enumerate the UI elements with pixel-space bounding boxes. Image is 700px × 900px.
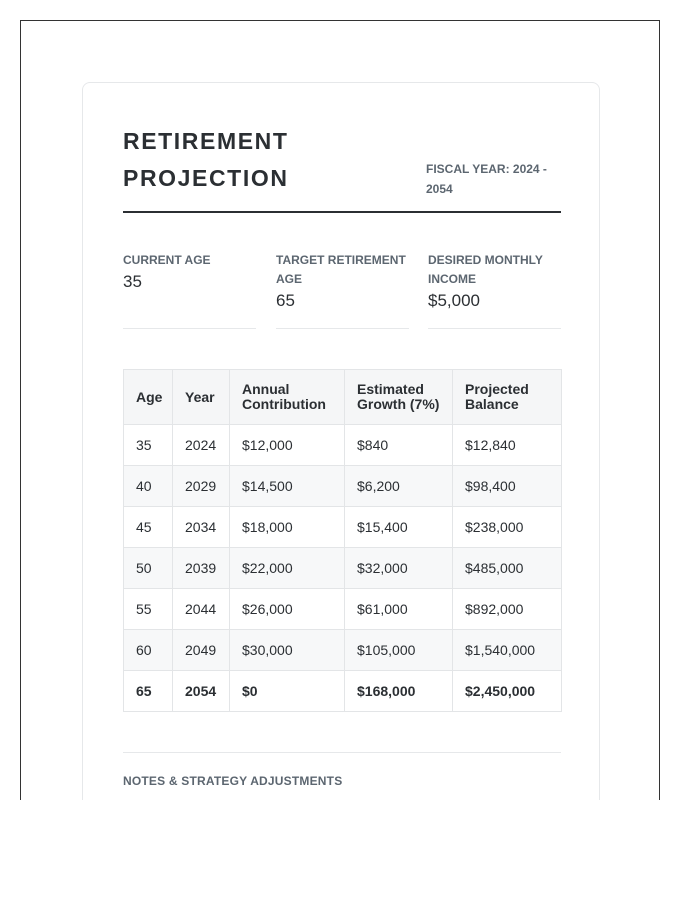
table-header-row bbox=[124, 370, 562, 425]
field-label: DESIRED MONTHLY INCOME bbox=[428, 253, 543, 286]
current-age-value[interactable]: 35 bbox=[123, 272, 142, 291]
table-row-final bbox=[124, 671, 562, 712]
cell-estimated-growth: $6,200 bbox=[345, 466, 453, 507]
notes-section bbox=[123, 752, 561, 800]
cell-projected-balance: $1,540,000 bbox=[453, 630, 562, 671]
cell-year: 2029 bbox=[173, 466, 230, 507]
cell-age: 65 bbox=[124, 671, 173, 712]
input-fields bbox=[123, 251, 561, 331]
notes-title: NOTES & STRATEGY ADJUSTMENTS bbox=[123, 774, 343, 788]
table-row bbox=[124, 507, 562, 548]
cell-estimated-growth: $840 bbox=[345, 425, 453, 466]
field-label: TARGET RETIREMENT AGE bbox=[276, 253, 406, 286]
cell-age: 60 bbox=[124, 630, 173, 671]
cell-age: 55 bbox=[124, 589, 173, 630]
fiscal-year-label: FISCAL YEAR: 2024 - 2054 bbox=[426, 162, 547, 196]
cell-age: 45 bbox=[124, 507, 173, 548]
cell-year: 2034 bbox=[173, 507, 230, 548]
field-label: CURRENT AGE bbox=[123, 253, 211, 267]
cell-year: 2054 bbox=[173, 671, 230, 712]
cell-estimated-growth: $15,400 bbox=[345, 507, 453, 548]
table-row bbox=[124, 589, 562, 630]
projection-table bbox=[123, 369, 562, 712]
table-row bbox=[124, 425, 562, 466]
document-title: RETIREMENT PROJECTION bbox=[123, 128, 289, 191]
table-row bbox=[124, 630, 562, 671]
cell-age: 35 bbox=[124, 425, 173, 466]
cell-projected-balance: $892,000 bbox=[453, 589, 562, 630]
cell-estimated-growth: $105,000 bbox=[345, 630, 453, 671]
projection-table-wrap bbox=[123, 369, 561, 712]
table-row bbox=[124, 548, 562, 589]
cell-projected-balance: $485,000 bbox=[453, 548, 562, 589]
cell-year: 2039 bbox=[173, 548, 230, 589]
cell-year: 2049 bbox=[173, 630, 230, 671]
column-header-year: Year bbox=[173, 370, 230, 425]
cell-annual-contribution: $12,000 bbox=[230, 425, 345, 466]
cell-projected-balance: $2,450,000 bbox=[453, 671, 562, 712]
cell-annual-contribution: $22,000 bbox=[230, 548, 345, 589]
target-retirement-age-value[interactable]: 65 bbox=[276, 291, 295, 310]
table-row bbox=[124, 466, 562, 507]
page-frame bbox=[20, 20, 660, 800]
cell-year: 2024 bbox=[173, 425, 230, 466]
desired-monthly-income-value[interactable]: $5,000 bbox=[428, 291, 480, 310]
cell-annual-contribution: $0 bbox=[230, 671, 345, 712]
column-header-annual-contribution: Annual Contribution bbox=[230, 370, 345, 425]
desired-monthly-income-field[interactable] bbox=[428, 251, 561, 329]
cell-year: 2044 bbox=[173, 589, 230, 630]
cell-estimated-growth: $32,000 bbox=[345, 548, 453, 589]
column-header-projected-balance: Projected Balance bbox=[453, 370, 562, 425]
cell-annual-contribution: $30,000 bbox=[230, 630, 345, 671]
cell-estimated-growth: $61,000 bbox=[345, 589, 453, 630]
cell-estimated-growth: $168,000 bbox=[345, 671, 453, 712]
cell-projected-balance: $98,400 bbox=[453, 466, 562, 507]
cell-age: 50 bbox=[124, 548, 173, 589]
column-header-estimated-growth: Estimated Growth (7%) bbox=[345, 370, 453, 425]
cell-projected-balance: $238,000 bbox=[453, 507, 562, 548]
cell-annual-contribution: $14,500 bbox=[230, 466, 345, 507]
column-header-age: Age bbox=[124, 370, 173, 425]
document-header bbox=[123, 123, 561, 213]
projection-card bbox=[82, 82, 600, 800]
cell-age: 40 bbox=[124, 466, 173, 507]
target-retirement-age-field[interactable] bbox=[276, 251, 409, 329]
cell-annual-contribution: $18,000 bbox=[230, 507, 345, 548]
current-age-field[interactable] bbox=[123, 251, 256, 329]
cell-annual-contribution: $26,000 bbox=[230, 589, 345, 630]
cell-projected-balance: $12,840 bbox=[453, 425, 562, 466]
